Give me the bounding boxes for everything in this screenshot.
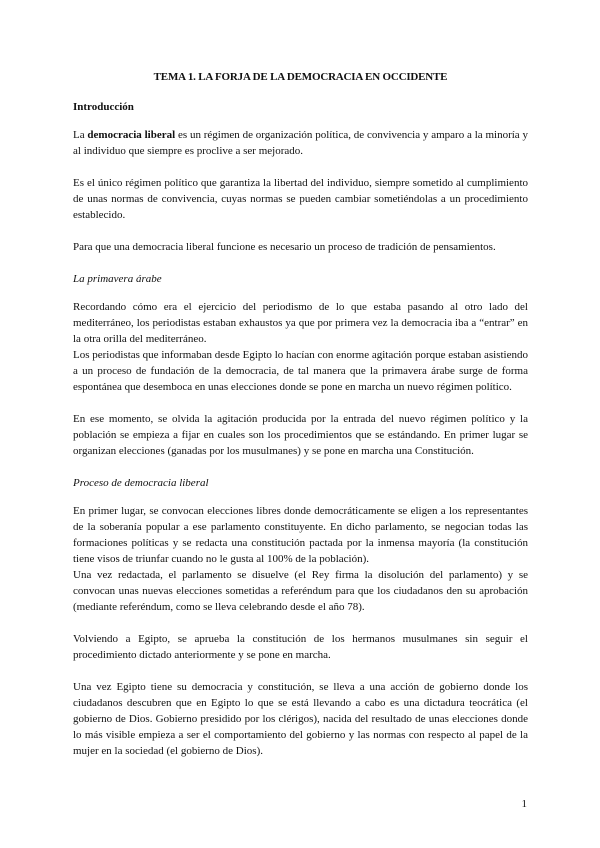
intro-heading: Introducción bbox=[73, 101, 134, 113]
section-heading-arab-spring: La primavera árabe bbox=[73, 273, 162, 285]
paragraph-freedom: Es el único régimen político que garantiza la libertad del individuo, siempre sometido al cumplimiento de unas normas de convivencia, cuyas normas se pueden cambiar sometiéndolas a un procedimiento establecido. bbox=[73, 177, 528, 221]
paragraph-tradition: Para que una democracia liberal funcione es necesario un proceso de tradición de pensamientos. bbox=[73, 241, 496, 253]
paragraph-elections: En primer lugar, se convocan elecciones libres donde democráticamente se eligen a los representantes de la soberanía popular a ese parlamento constituyente. En dicho parlamento, se negocian todas las formaciones políticas y se redacta una constitución pactada por la inmensa mayoría (la constitución tiene visos de triunfar cuando no le gusta al 100% de la población). bbox=[73, 505, 528, 565]
page-content bbox=[73, 69, 528, 775]
paragraph-referendum: Una vez redactada, el parlamento se disuelve (el Rey firma la disolución del parlamento) y se convocan unas nuevas elecciones sometidas a referéndum para que los ciudadanos den su aprobación (mediante referéndum, como se lleva celebrando desde el año 78). bbox=[73, 569, 528, 613]
section-heading-process: Proceso de democracia liberal bbox=[73, 477, 209, 489]
paragraph-definition bbox=[73, 127, 528, 159]
paragraph-egypt-journalists: Los periodistas que informaban desde Egipto lo hacían con enorme agitación porque estaban asistiendo a un proceso de fundación de la democracia, de tal manera que la primavera árabe surge de forma espontánea que desemboca en unas elecciones donde se pone en marcha un nuevo régimen político. bbox=[73, 349, 528, 393]
paragraph-journalism: Recordando cómo era el ejercicio del periodismo de lo que estaba pasando al otro lado del mediterráneo, los periodistas estaban exhaustos ya que por primera vez la democracia iba a “entrar” en la otra orilla del mediterráneo. bbox=[73, 301, 528, 345]
paragraph-definition-pre: La bbox=[73, 129, 88, 141]
paragraph-definition-rest: es un régimen de organización política, de convivencia y amparo a la minoría y al individuo que siempre es proclive a ser mejorado. bbox=[73, 129, 528, 157]
page-number: 1 bbox=[521, 798, 527, 810]
paragraph-new-regime: En ese momento, se olvida la agitación producida por la entrada del nuevo régimen político y la población se empieza a fijar en cuales son los procedimientos que se estándando. En primer lugar se organizan elecciones (ganadas por los musulmanes) y se pone en marcha una Constitución. bbox=[73, 413, 528, 457]
paragraph-theocracy: Una vez Egipto tiene su democracia y constitución, se lleva a una acción de gobierno donde los ciudadanos descubren que en Egipto lo que se está llevando a cabo es una dictadura teocrática (el gobierno de Dios. Gobierno presidido por los clérigos), nacida del resultado de unas elecciones donde lo más visible empieza a ser el comportamiento del gobierno y las normas con respecto al papel de la mujer en la sociedad (el gobierno de Dios). bbox=[73, 681, 528, 757]
document-title: TEMA 1. LA FORJA DE LA DEMOCRACIA EN OCCIDENTE bbox=[153, 71, 448, 83]
liberal-democracy-term: democracia liberal bbox=[87, 129, 176, 141]
paragraph-egypt-constitution: Volviendo a Egipto, se aprueba la constitución de los hermanos musulmanes sin seguir el procedimiento dictado anteriormente y se pone en marcha. bbox=[73, 633, 528, 661]
